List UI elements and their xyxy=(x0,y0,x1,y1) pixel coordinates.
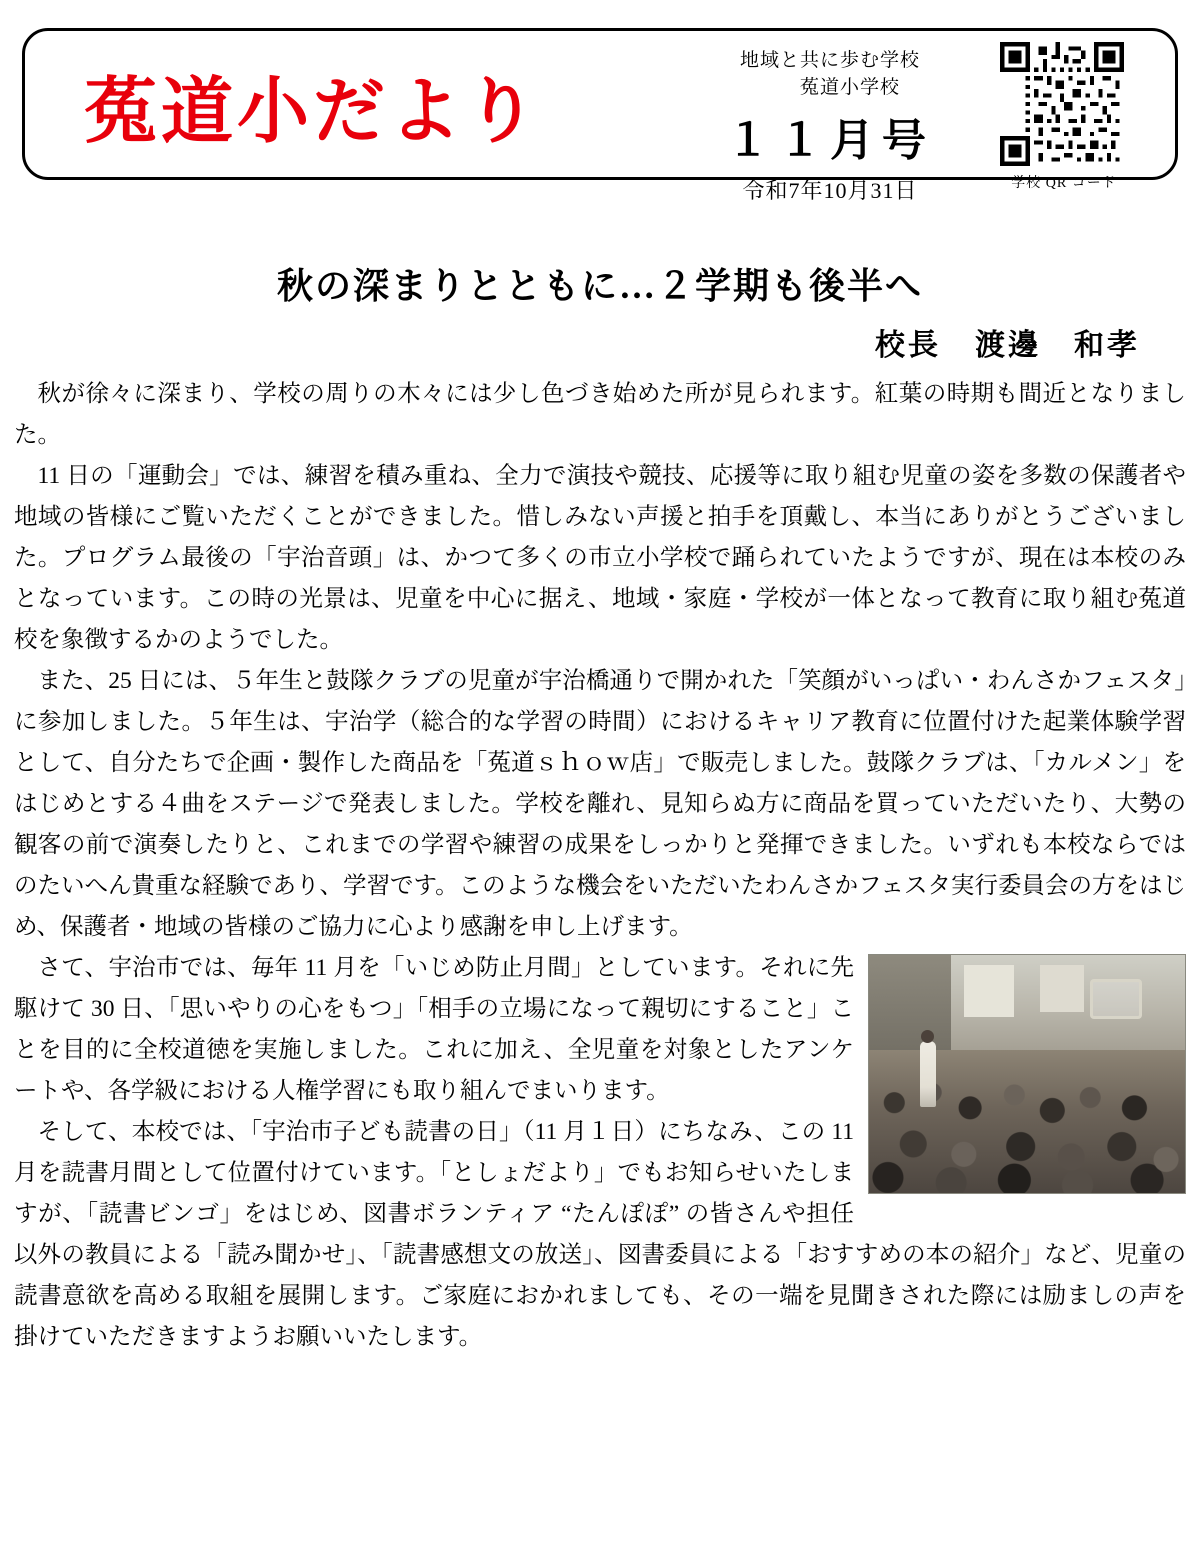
article-title: 秋の深まりとともに…２学期も後半へ xyxy=(276,266,923,306)
photo-window-secondary xyxy=(1040,965,1084,1013)
basketball-hoop-icon xyxy=(1090,979,1142,1019)
article-paragraph: 11 日の「運動会」では、練習を積み重ね、全力で演技や競技、応援等に取り組む児童の姿を多数の保護者や地域の皆様にご覧いただくことができました。惜しみない声援と拍手を頂戴し、本当にありがとうございました。プログラム最後の「宇治音頭」は、かつて多くの市立小学校で踊られていたようですが、現在は本校のみとなっています。この時の光景は、児童を中心に据え、地域・家庭・学校が一体となって教育に取り組む菟道校を象徴するかのようでした。 xyxy=(14,463,1186,653)
photo-teacher-figure xyxy=(920,1041,936,1107)
article-byline xyxy=(875,320,1140,364)
article-paragraph: また、25 日には、５年生と鼓隊クラブの児童が宇治橋通りで開かれた「笑顔がいっぱい・わんさかフェスタ」に参加しました。５年生は、宇治学（総合的な学習の時間）におけるキャリア教育に位置付けた起業体験学習として、自分たちで企画・製作した商品を「菟道ｓｈｏｗ店」で販売しました。鼓隊クラブは、「カルメン」をはじめとする４曲をステージで発表しました。学校を離れ、見知らぬ方に商品を買っていただいたり、大勢の観客の前で演奏したりと、これまでの学習や練習の成果をしっかりと発揮できました。いずれも本校ならではのたいへん貴重な経験であり、学習です。このような機会をいただいたわんさかフェスタ実行委員会の方をはじめ、保護者・地域の皆様のご協力に心より感謝を申し上げます。 xyxy=(14,668,1186,940)
masthead-subtitle-tagline: 地域と共に歩む学校 xyxy=(739,50,920,71)
qr-code-block xyxy=(1000,42,1128,192)
qr-code-caption: 学校 QR コード xyxy=(1011,176,1117,191)
article-body xyxy=(14,374,1186,1358)
article-paragraph: 秋が徐々に深まり、学校の周りの木々には少し色づき始めた所が見られます。紅葉の時期も間近となりました。 xyxy=(14,381,1186,448)
photo-students-crowd xyxy=(869,1064,1185,1193)
masthead-issue-block xyxy=(665,49,995,205)
assembly-photo xyxy=(868,954,1186,1194)
byline-role: 校長 xyxy=(875,329,941,362)
photo-window xyxy=(964,965,1015,1017)
article-paragraph: そして、本校では、「宇治市子ども読書の日」（11 月１日）にちなみ、この 11 月を読書月間として位置付けています。「としょだより」でもお知らせいたしますが、「読書ビンゴ」をはじめ、図書ボランティア “たんぽぽ” の皆さんや担任以外の教員による「読み聞かせ」、「読書感想文の放送」、図書委員による「おすすめの本の紹介」など、児童の読書意欲を高める取組を展開します。ご家庭におかれましても、その一端を見聞きされた際には励ましの声を掛けていただきますようお願いいたします。 xyxy=(14,1119,1186,1350)
masthead-issue-number: １１月号 xyxy=(726,116,934,166)
qr-code-icon xyxy=(1000,42,1124,166)
masthead-date: 令和7年10月31日 xyxy=(742,178,918,204)
article-paragraph: さて、宇治市では、毎年 11 月を「いじめ防止月間」としています。それに先駆けて 30 日、「思いやりの心をもつ」「相手の立場になって親切にすること」ことを目的に全校道徳を実施しました。これに加え、全児童を対象としたアンケートや、各学級における人権学習にも取り組んでまいります。 xyxy=(14,955,854,1104)
byline-name: 渡邊 和孝 xyxy=(975,329,1140,362)
newsletter-title: 菟道小だより xyxy=(85,68,542,153)
masthead-school-name: 菟道小学校 xyxy=(799,76,900,98)
